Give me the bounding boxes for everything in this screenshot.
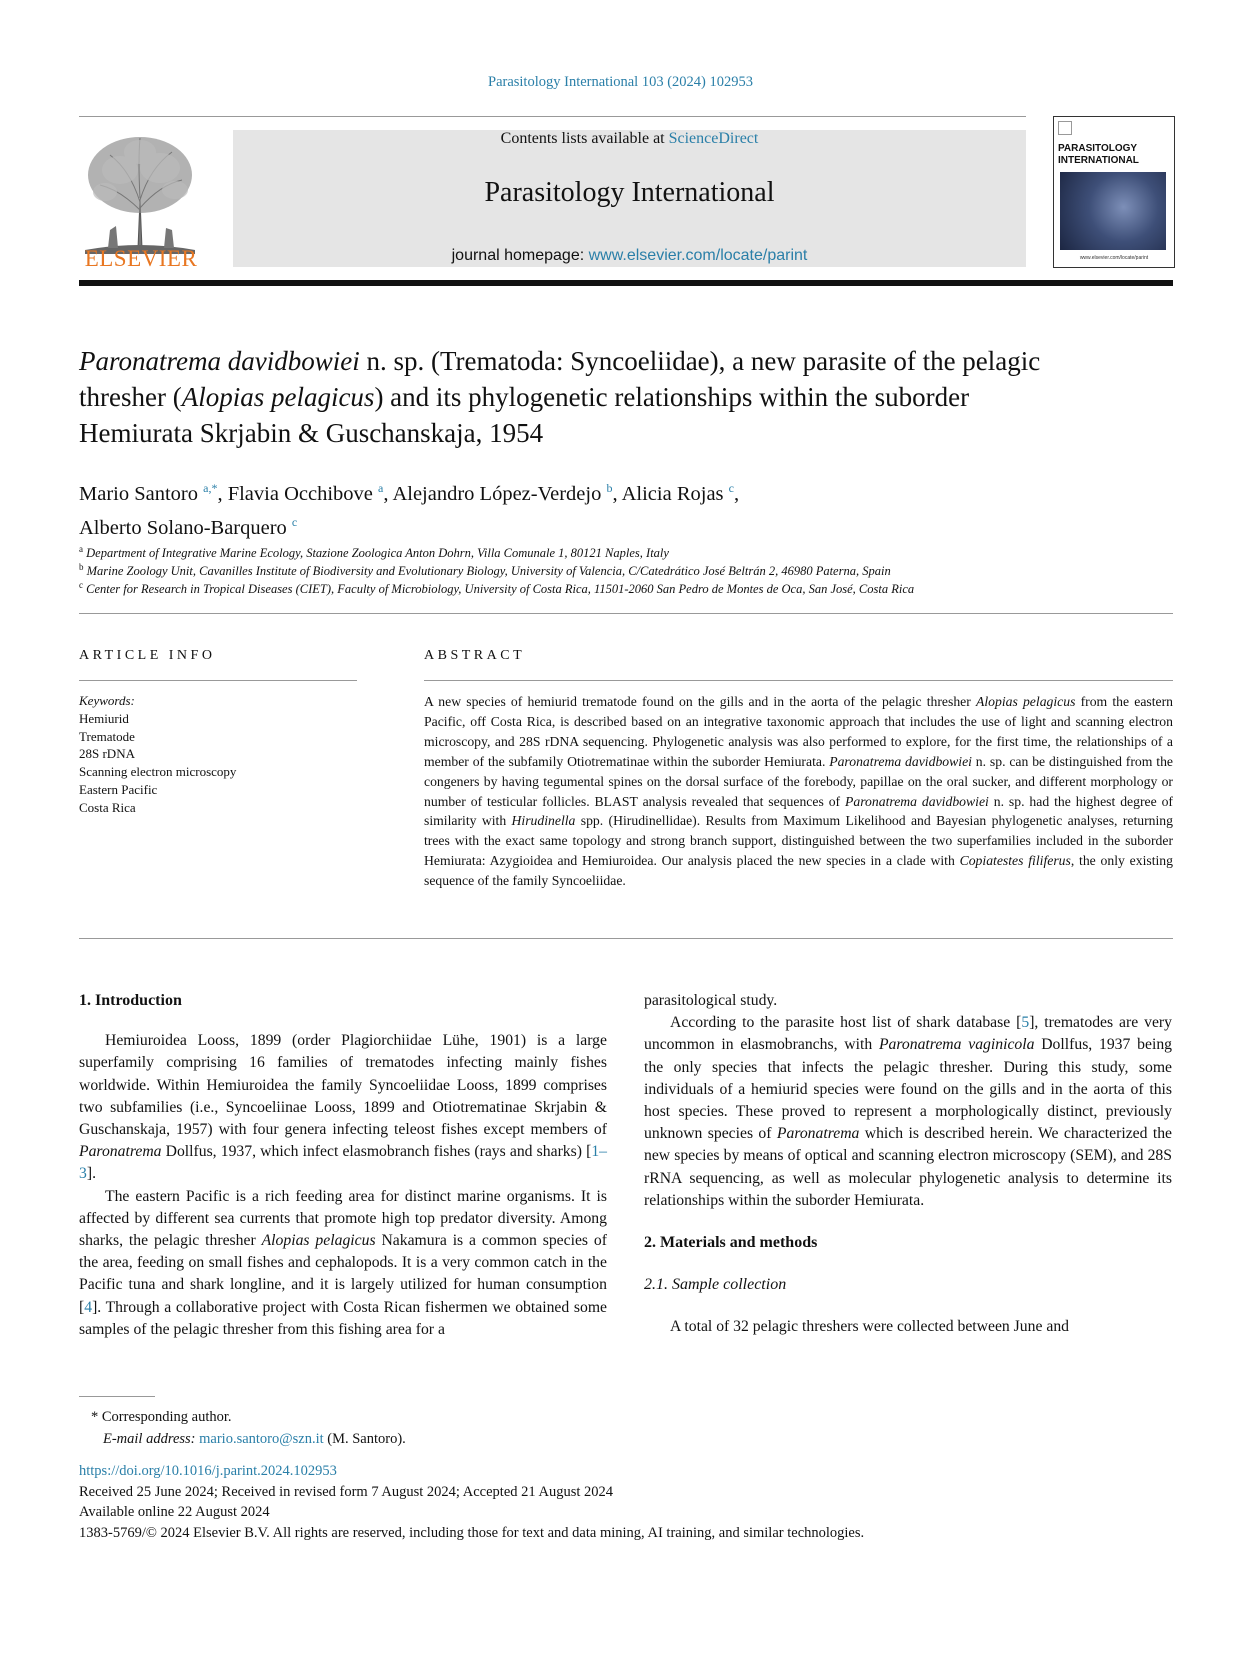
author-1[interactable]: Mario Santoro $^{a,*}$	[79, 481, 218, 505]
keyword-item: 28S rDNA	[79, 746, 135, 762]
contents-line: Contents lists available at ScienceDirect	[500, 130, 759, 147]
header-rule	[79, 116, 1026, 117]
homepage-link[interactable]: www.elsevier.com/locate/parint	[588, 247, 808, 264]
affiliation-a: $^a$ Department of Integrative Marine Ecology, Stazione Zoologica Anton Dohrn, Villa Comunale 1, 80121 Naples, Italy	[79, 544, 669, 561]
affiliation-rule	[79, 613, 1173, 614]
article-info-heading: ARTICLE INFO	[79, 648, 216, 663]
article-title: Paronatrema davidbowiei n. sp. (Trematoda: Syncoeliidae), a new parasite of the pelagic thresher (Alopias pelagicus) and its phylogenetic relationships within the suborder Hemiurata Skrjabin & Guschanskaja, 1954	[79, 346, 1041, 448]
subsection-heading-sample: 2.1. Sample collection	[644, 1276, 787, 1294]
available-online: Available online 22 August 2024	[79, 1504, 270, 1520]
journal-title: Parasitology International	[484, 177, 775, 208]
author-list: Mario Santoro $^{a,*}$, Flavia Occhibove $^a$, Alejandro López-Verdejo $^b$, Alicia Rojas $^c$, Alberto Solano-Barquero $^c$	[79, 481, 740, 539]
footnote: * Corresponding author. E-mail address: mario.santoro@szn.it (M. Santoro).	[91, 1409, 406, 1447]
publication-info	[79, 1461, 1179, 1543]
elsevier-wordmark: ELSEVIER	[84, 246, 198, 271]
affiliation-b: $^b$ Marine Zoology Unit, Cavanilles Institute of Biodiversity and Evolutionary Biology, University of Valencia, C/Catedrático José Beltrán 2, 46980 Paterna, Spain	[79, 562, 891, 579]
body-left-column	[79, 990, 607, 1341]
affiliation-c: $^c$ Center for Research in Tropical Diseases (CIET), Faculty of Microbiology, University of Costa Rica, 11501-2060 San Pedro de Montes de Oca, San José, Costa Rica	[79, 580, 915, 597]
right-paragraph-0: parasitological study.	[644, 992, 778, 1009]
abstract-heading: ABSTRACT	[424, 648, 526, 663]
right-paragraph-1: According to the parasite host list of shark database [5], trematodes are very uncommon in elasmobranchs, with Paronatrema vaginicola Dollfus, 1937 being the only species that infects the pelagic thresher. During this study, some individuals of a hemiurid species were found on the gills and in the aorta of this host species. These proved to represent a morphologically distinct, previously unknown species of Paronatrema which is described herein. We characterized the new species by means of optical and scanning electron microscopy (SEM), and 28S rRNA sequencing, as well as molecular phylogenetic analysis to determine its relationships within the suborder Hemiurata.	[644, 1014, 1173, 1209]
citation-link[interactable]: 1–3	[79, 1143, 607, 1183]
intro-paragraph-2: The eastern Pacific is a rich feeding area for distinct marine organisms. It is affected by different sea currents that promote high top predator diversity. Among sharks, the pelagic thresher Alopias pelagicus Nakamura is a common species of the area, feeding on small fishes and cephalopods. It is a very common catch in the Pacific tuna and shark longline, and it is largely utilized for human consumption [4]. Through a collaborative project with Costa Rican fishermen we obtained some samples of the pelagic thresher from this fishing area for a	[79, 1187, 607, 1338]
keyword-item: Eastern Pacific	[79, 781, 158, 797]
keyword-item: Scanning electron microscopy	[79, 764, 237, 780]
cover-title: PARASITOLOGY INTERNATIONAL	[1058, 143, 1139, 166]
section-heading-introduction: 1. Introduction	[79, 992, 182, 1009]
header-thick-rule	[79, 280, 1173, 286]
author-5[interactable]: Alberto Solano-Barquero $^c$	[79, 514, 298, 539]
article-info-rule	[79, 680, 357, 681]
copyright-notice: 1383-5769/© 2024 Elsevier B.V. All rights are reserved, including those for text and data mining, AI training, and similar technologies.	[79, 1524, 865, 1541]
cover-url: www.elsevier.com/locate/parint	[1079, 255, 1149, 261]
abstract-rule	[424, 680, 1173, 681]
keywords-label: Keywords:	[79, 693, 135, 708]
intro-paragraph-1: Hemiuroidea Looss, 1899 (order Plagiorchiidae Lühe, 1901) is a large superfamily comprising 16 families of trematodes infecting mainly fishes worldwide. Within Hemiuroidea the family Syncoeliidae Looss, 1899 comprises two subfamilies (i.e., Syncoeliinae Looss, 1899 and Otiotrematinae Skrjabin & Guschanskaja, 1957) with four genera infecting teleost fishes except members of Paronatrema Dollfus, 1937, which infect elasmobranch fishes (rays and sharks) [1–3].	[79, 1032, 607, 1183]
author-2[interactable]: Flavia Occhibove $^a$	[227, 481, 384, 505]
keyword-item: Costa Rica	[79, 799, 136, 815]
citation-link[interactable]: 4	[84, 1298, 93, 1316]
abstract-text: A new species of hemiurid trematode found on the gills and in the aorta of the pelagic thresher Alopias pelagicus from the eastern Pacific, off Costa Rica, is described based on an integrative taxonomic approach that includes the use of light and scanning electron microscopy, and 28S rDNA sequencing. Phylogenetic analysis was also performed to explore, for the first time, the relationships of a member of the subfamily Otiotrematinae within the suborder Hemiurata. Paronatrema davidbowiei n. sp. can be distinguished from the congeners by having tegumental spines on the dorsal surface of the forebody, papillae on the oral sucker, and different morphology or number of testicular follicles. BLAST analysis revealed that sequences of Paronatrema davidbowiei n. sp. had the highest degree of similarity with Hirudinella spp. (Hirudinellidae). Results from Maximum Likelihood and Bayesian phylogenetic analyses, returning trees with the exact same topology and strong branch support, distinguished between the two superfamilies included in the suborder Hemiurata: Azygioidea and Hemiuroidea. Our analysis placed the new species in a clade with Copiatestes filiferus, the only existing sequence of the family Syncoeliidae.	[424, 694, 1173, 889]
cover-image	[1060, 172, 1166, 250]
footnote-rule	[79, 1396, 155, 1397]
author-3[interactable]: Alejandro López-Verdejo $^b$	[392, 481, 613, 505]
received-dates: Received 25 June 2024; Received in revised form 7 August 2024; Accepted 21 August 2024	[79, 1483, 613, 1500]
abstract-bottom-rule	[79, 938, 1173, 939]
email-link[interactable]: mario.santoro@szn.it	[199, 1431, 324, 1447]
keywords-block	[79, 692, 359, 817]
journal-cover[interactable]	[1053, 116, 1175, 268]
body-right-column	[644, 990, 1172, 1339]
journal-homepage: journal homepage: www.elsevier.com/locate/parint	[451, 247, 808, 264]
sample-paragraph-1: A total of 32 pelagic threshers were collected between June and	[670, 1318, 1070, 1336]
doi-link[interactable]: https://doi.org/10.1016/j.parint.2024.102953	[79, 1463, 337, 1479]
section-heading-methods: 2. Materials and methods	[644, 1234, 818, 1252]
citation-link[interactable]: 5	[1021, 1014, 1030, 1032]
cover-logo-icon	[1058, 121, 1072, 135]
sciencedirect-link[interactable]: ScienceDirect	[668, 130, 759, 147]
keyword-item: Trematode	[79, 728, 135, 744]
journal-reference[interactable]: Parasitology International 103 (2024) 102953	[488, 74, 753, 90]
author-4[interactable]: Alicia Rojas $^c$	[621, 481, 734, 505]
keyword-item: Hemiurid	[79, 710, 129, 726]
